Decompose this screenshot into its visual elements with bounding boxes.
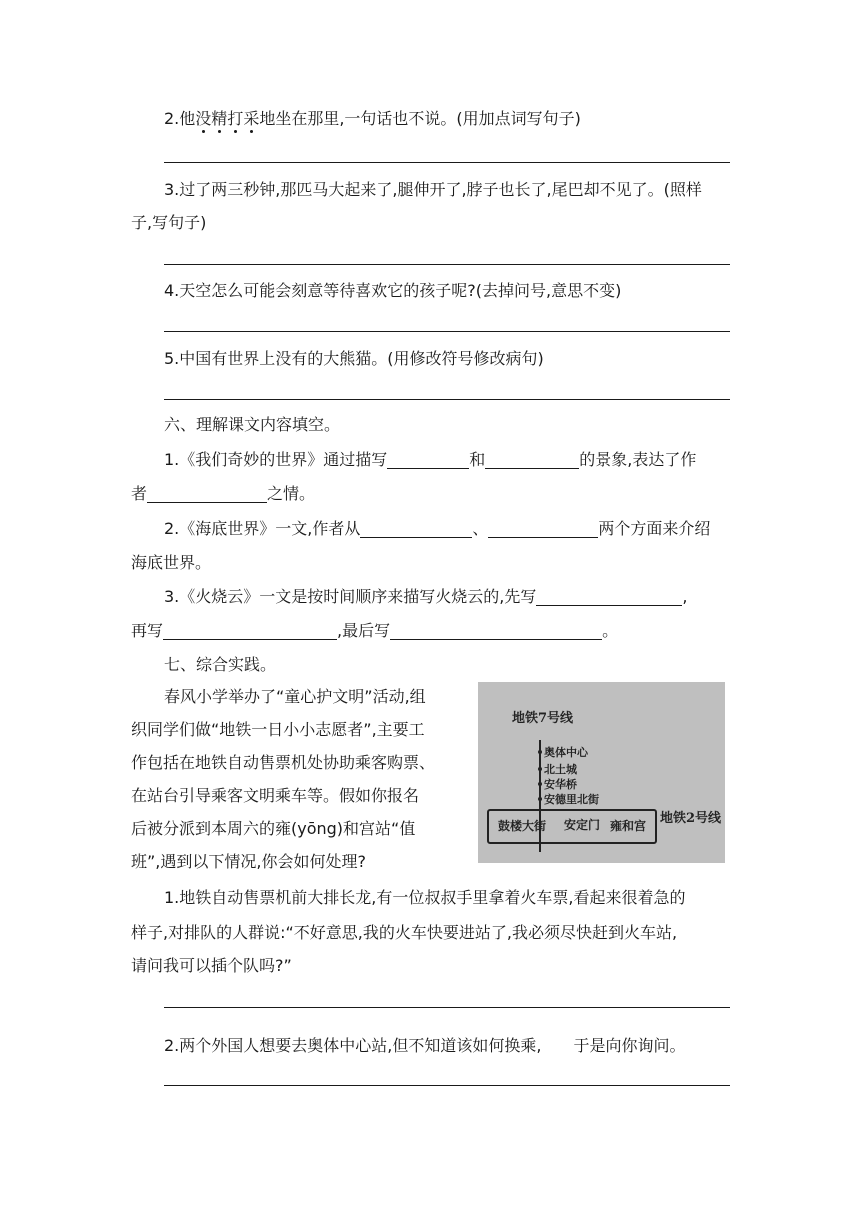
answer-line-q3[interactable]: [164, 264, 730, 265]
section-6-title: 六、理解课文内容填空。: [164, 415, 341, 434]
dotted-char: 打: [227, 109, 244, 128]
intro-line: 春风小学举办了“童心护文明”活动,组: [164, 687, 426, 706]
dotted-char: 采: [243, 109, 260, 128]
answer-line-q4[interactable]: [164, 331, 730, 332]
subway-map: [478, 682, 725, 863]
station-label: 北土城: [544, 763, 577, 776]
section-6-item-2-line2: 海底世界。: [131, 553, 212, 572]
fill-blank[interactable]: [387, 450, 469, 469]
station-label: 雍和宫: [610, 819, 647, 833]
intro-line: 后被分派到本周六的雍(yōng)和宫站“值: [131, 819, 416, 838]
text: 于是向你询问。: [573, 1036, 686, 1055]
fill-blank[interactable]: [488, 519, 598, 538]
question-5: 5.中国有世界上没有的大熊猫。(用修改符号修改病句): [164, 349, 544, 368]
fill-blank[interactable]: [390, 621, 602, 640]
station-dot: [538, 782, 542, 786]
question-2: [164, 108, 764, 130]
section-7-title: 七、综合实践。: [164, 655, 277, 674]
text: 2.《海底世界》一文,作者从: [164, 519, 361, 538]
section-7-q1-line3: 请问我可以插个队吗?”: [131, 956, 292, 975]
section-7-q2: [164, 1035, 764, 1057]
text: 的景象,表达了作: [579, 450, 697, 469]
section-6-item-2-line1: [164, 518, 764, 540]
text: 。: [602, 621, 619, 640]
intro-line: 织同学们做“地铁一日小小志愿者”,主要工: [131, 720, 425, 739]
station-label: 鼓楼大街: [498, 819, 547, 833]
fill-blank[interactable]: [163, 621, 337, 640]
text: 3.《火烧云》一文是按时间顺序来描写火烧云的,先写: [164, 587, 537, 606]
text: 两个方面来介绍: [598, 519, 711, 538]
line2-label: 地铁2号线: [660, 811, 722, 826]
text: 1.《我们奇妙的世界》通过描写: [164, 450, 388, 469]
section-6-item-1-line1: [164, 449, 764, 471]
section-6-item-3-line2: [131, 620, 731, 642]
station-label: 安德里北街: [544, 793, 599, 806]
text: 2.两个外国人想要去奥体中心站,但不知道该如何换乘,: [164, 1036, 542, 1055]
section-7-q1-line2: 样子,对排队的人群说:“不好意思,我的火车快要进站了,我必须尽快赶到火车站,: [131, 923, 678, 942]
text: 再写: [131, 621, 164, 640]
question-3-line2: 子,写句子): [131, 213, 207, 232]
station-dot: [538, 750, 542, 754]
text: ,: [682, 587, 688, 606]
fill-blank[interactable]: [536, 587, 682, 606]
text: 、: [472, 519, 489, 538]
station-dot: [538, 767, 542, 771]
subway-map-drawing: [478, 682, 725, 863]
intro-line: 在站台引导乘客文明乘车等。假如你报名: [131, 786, 420, 805]
question-4: 4.天空怎么可能会刻意等待喜欢它的孩子呢?(去掉问号,意思不变): [164, 281, 622, 300]
answer-line-s7-q2[interactable]: [164, 1085, 730, 1086]
answer-line-s7-q1[interactable]: [164, 1007, 730, 1008]
section-6-item-3-line1: [164, 586, 764, 608]
fill-blank[interactable]: [360, 519, 472, 538]
q2-suffix: 地坐在那里,一句话也不说。(用加点词写句子): [259, 109, 581, 128]
text: ,最后写: [337, 621, 391, 640]
question-3-line1: 3.过了两三秒钟,那匹马大起来了,腿伸开了,脖子也长了,尾巴却不见了。(照样: [164, 180, 702, 199]
text: 之情。: [267, 484, 316, 503]
section-6-item-1-line2: [131, 483, 731, 505]
station-label: 奥体中心: [544, 746, 588, 759]
station-dot: [538, 797, 542, 801]
fill-blank[interactable]: [485, 450, 579, 469]
text: 和: [469, 450, 486, 469]
answer-line-q5[interactable]: [164, 399, 730, 400]
intro-line: 作包括在地铁自动售票机处协助乘客购票、: [131, 753, 436, 772]
line7-label: 地铁7号线: [512, 711, 574, 726]
station-label: 安华桥: [544, 778, 577, 791]
section-7-q1-line1: 1.地铁自动售票机前大排长龙,有一位叔叔手里拿着火车票,看起来很着急的: [164, 888, 686, 907]
text: 者: [131, 484, 148, 503]
answer-line-q2[interactable]: [164, 162, 730, 163]
q2-prefix: 2.他: [164, 109, 196, 128]
station-label: 安定门: [564, 818, 601, 832]
intro-line: 班”,遇到以下情况,你会如何处理?: [131, 852, 366, 871]
dotted-char: 没: [195, 109, 212, 128]
fill-blank[interactable]: [147, 484, 267, 503]
dotted-char: 精: [211, 109, 228, 128]
